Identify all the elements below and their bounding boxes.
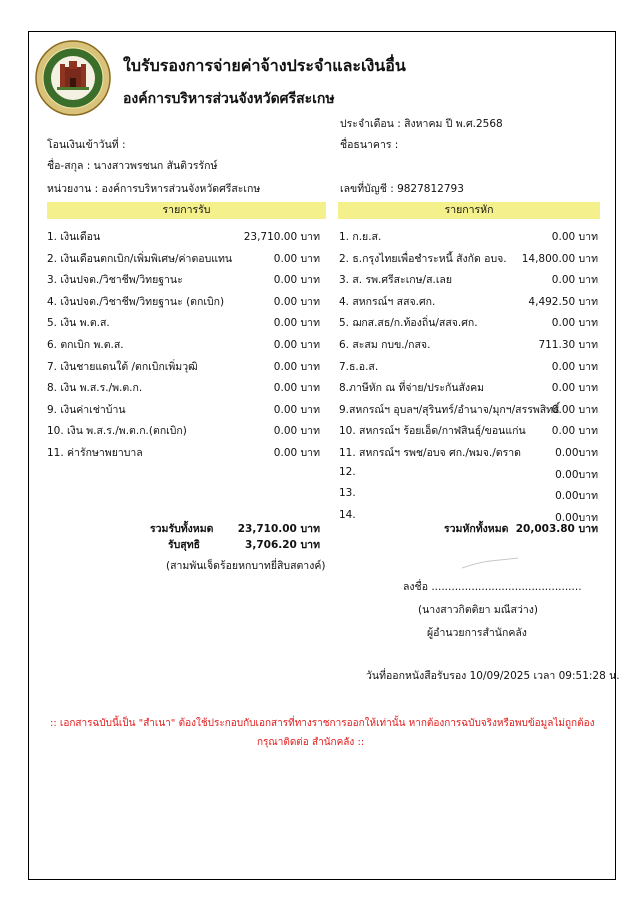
net-pay-words: (สามพันเจ็ดร้อยหกบาทยี่สิบสตางค์) <box>166 560 326 572</box>
deduction-total-value: 20,003.80 บาท <box>515 523 598 535</box>
deduction-item-amount: 0.00 บาท <box>551 317 598 330</box>
income-item-label: 7. เงินชายแดนใต้ /ตกเบิกเพิ่มวุฒิ <box>47 360 198 373</box>
deduction-item-label: 9.สหกรณ์ฯ อุบลฯ/สุรินทร์/อำนาจ/มุกฯ/สรรพสิทธิ์ <box>339 403 560 416</box>
organization-seal-icon <box>35 40 111 116</box>
income-item-amount: 0.00 บาท <box>273 425 320 438</box>
transfer-date: โอนเงินเข้าวันที่ : <box>47 139 126 151</box>
deduction-item-label: 7.ธ.อ.ส. <box>339 360 379 373</box>
deduction-item-amount: 0.00บาท <box>555 490 598 503</box>
signature-mark <box>460 556 520 570</box>
income-header: รายการรับ <box>47 202 326 219</box>
deduction-item-label: 8.ภาษีหัก ณ ที่จ่าย/ประกันสังคม <box>339 382 485 395</box>
copy-notice-line2: กรุณาติดต่อ สำนักคลัง :: <box>257 737 365 748</box>
income-item-amount: 23,710.00 บาท <box>243 231 320 243</box>
bank-name: ชื่อธนาคาร : <box>340 139 399 151</box>
copy-notice-line1: :: เอกสารฉบับนี้เป็น "สำเนา" ต้องใช้ประกอบกับเอกสารที่ทางราชการออกให้เท่านั้น หากต้องการฉบับจริงหรือพบข้อมูลไม่ถูกต้อง <box>50 718 595 729</box>
income-item-label: 1. เงินเดือน <box>47 231 101 243</box>
employee-name: ชื่อ-สกุล : นางสาวพรชนก สันติวรรักษ์ <box>47 160 218 172</box>
pay-month: ประจำเดือน : สิงหาคม ปี พ.ศ.2568 <box>340 118 503 130</box>
income-total-label: รวมรับทั้งหมด <box>150 523 214 535</box>
income-item-label: 9. เงินค่าเช่าบ้าน <box>47 403 126 416</box>
deduction-item-label: 3. ส. รพ.ศรีสะเกษ/ส.เลย <box>339 274 453 287</box>
deduction-item-label: 12. <box>339 465 356 478</box>
net-pay-value: 3,706.20 บาท <box>245 539 320 551</box>
income-item-label: 3. เงินปจต./วิชาชีพ/วิทยฐานะ <box>47 274 183 287</box>
income-item-amount: 0.00 บาท <box>273 382 320 395</box>
deduction-item-label: 13. <box>339 487 356 500</box>
income-item-label: 6. ตกเบิก พ.ต.ส. <box>47 339 124 351</box>
deduction-total-label: รวมหักทั้งหมด <box>444 523 509 535</box>
deduction-item-amount: 0.00 บาท <box>551 403 598 416</box>
deduction-item-label: 10. สหกรณ์ฯ ร้อยเอ็ด/กาฬสินธุ์/ขอนแก่น <box>339 425 526 438</box>
income-item-amount: 0.00 บาท <box>273 274 320 287</box>
deduction-item-label: 6. สะสม กบข./กสจ. <box>339 339 431 351</box>
deduction-item-label: 4. สหกรณ์ฯ สสจ.ศก. <box>339 295 436 308</box>
income-item-amount: 0.00 บาท <box>273 447 320 459</box>
net-pay-label: รับสุทธิ <box>168 539 201 551</box>
income-item-label: 2. เงินเดือนตกเบิก/เพิ่มพิเศษ/ค่าตอบแทน <box>47 252 233 265</box>
signature-line: ลงชื่อ ............................................. <box>403 581 582 593</box>
deduction-item-amount: 0.00บาท <box>555 447 598 459</box>
income-item-label: 10. เงิน พ.ส.ร./พ.ต.ก.(ตกเบิก) <box>47 425 187 438</box>
signatory-name: (นางสาวกิตติยา มณีสว่าง) <box>418 604 538 616</box>
income-item-amount: 0.00 บาท <box>273 295 320 308</box>
income-item-amount: 0.00 บาท <box>273 252 320 265</box>
deduction-header: รายการหัก <box>338 202 600 219</box>
income-item-label: 4. เงินปจต./วิชาชีพ/วิทยฐานะ (ตกเบิก) <box>47 295 225 308</box>
deduction-item-amount: 0.00บาท <box>555 511 598 524</box>
income-item-amount: 0.00 บาท <box>273 317 320 330</box>
signatory-position: ผู้อำนวยการสำนักคลัง <box>427 627 527 639</box>
income-item-amount: 0.00 บาท <box>273 339 320 351</box>
organization-name: องค์การบริหารส่วนจังหวัดศรีสะเกษ <box>123 91 335 107</box>
work-unit: หน่วยงาน : องค์การบริหารส่วนจังหวัดศรีสะเกษ <box>47 183 261 195</box>
income-item-amount: 0.00 บาท <box>273 403 320 416</box>
deduction-item-amount: 0.00 บาท <box>551 382 598 395</box>
deduction-item-amount: 0.00 บาท <box>551 231 598 243</box>
income-item-label: 5. เงิน พ.ต.ส. <box>47 317 110 330</box>
deduction-item-amount: 0.00บาท <box>555 468 598 481</box>
income-item-label: 11. ค่ารักษาพยาบาล <box>47 447 143 459</box>
deduction-item-amount: 0.00 บาท <box>551 274 598 287</box>
deduction-item-label: 5. ฌกส.สธ/ก.ท้องถิ่น/สสจ.ศก. <box>339 317 478 330</box>
deduction-item-label: 1. ก.ย.ส. <box>339 231 382 243</box>
deduction-item-amount: 0.00 บาท <box>551 360 598 373</box>
account-number: เลขที่บัญชี : 9827812793 <box>340 183 464 195</box>
deduction-item-label: 14. <box>339 508 356 521</box>
deduction-item-amount: 0.00 บาท <box>551 425 598 438</box>
deduction-item-amount: 4,492.50 บาท <box>528 295 598 308</box>
deduction-item-amount: 711.30 บาท <box>538 339 598 351</box>
deduction-item-amount: 14,800.00 บาท <box>521 252 598 265</box>
issue-timestamp: วันที่ออกหนังสือรับรอง 10/09/2025 เวลา 09:51:28 น. <box>366 670 620 682</box>
income-item-amount: 0.00 บาท <box>273 360 320 373</box>
deduction-item-label: 11. สหกรณ์ฯ รพช/อบจ ศก./พมจ./ตราด <box>339 447 521 459</box>
document-title: ใบรับรองการจ่ายค่าจ้างประจำและเงินอื่น <box>123 56 406 75</box>
income-total-value: 23,710.00 บาท <box>237 523 320 535</box>
deduction-item-label: 2. ธ.กรุงไทยเพื่อชำระหนี้ สังกัด อบจ. <box>339 252 507 265</box>
income-item-label: 8. เงิน พ.ส.ร./พ.ต.ก. <box>47 382 143 395</box>
